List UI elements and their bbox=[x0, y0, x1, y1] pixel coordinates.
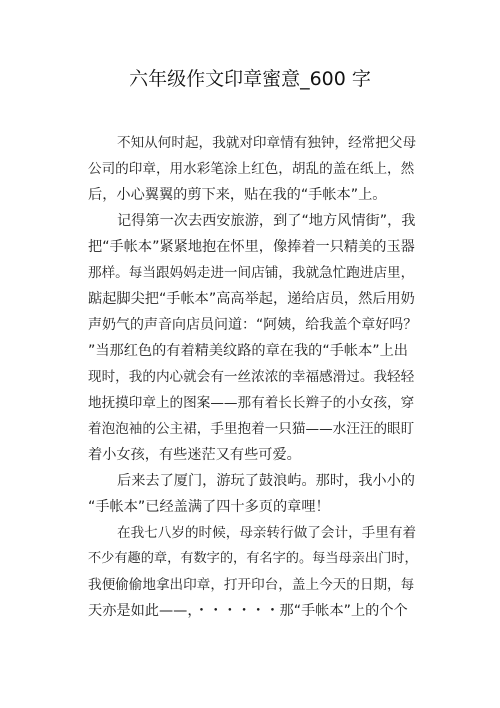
document-title: 六年级作文印章蜜意_600 字 bbox=[129, 68, 371, 90]
body-line: 公司的印章，用水彩笔涂上红色，胡乱的盖在纸上，然 bbox=[88, 161, 415, 177]
body-line: 不知从何时起，我就对印章情有独钟，经常把父母 bbox=[117, 135, 417, 151]
body-line: 天亦是如此——，・・・・・・那“手帐本”上的个个 bbox=[88, 603, 408, 619]
body-line: “手帐本”已经盖满了四十多页的章哩！ bbox=[88, 499, 330, 515]
body-line: 着小女孩，有些迷茫又有些可爱。 bbox=[88, 447, 301, 463]
body-line: ”当那红色的有着精美纹路的章在我的“手帐本”上出 bbox=[88, 343, 408, 359]
body-line: 我便偷偷地拿出印章，打开印台，盖上今天的日期，每 bbox=[88, 577, 415, 593]
body-line: 现时，我的内心就会有一丝浓浓的幸福感滑过。我轻轻 bbox=[88, 369, 415, 385]
body-line: 踮起脚尖把“手帐本”高高举起，递给店员，然后用奶 bbox=[88, 291, 415, 307]
body-line: 那样。每当跟妈妈走进一间店铺，我就急忙跑进店里， bbox=[88, 265, 415, 281]
body-line: 不少有趣的章，有数字的，有名字的。每当母亲出门时， bbox=[88, 551, 418, 566]
body-line: 声奶气的声音向店员问道：“阿姨，给我盖个章好吗？ bbox=[88, 317, 418, 333]
body-line: 地抚摸印章上的图案——那有着长长辫子的小女孩，穿 bbox=[88, 395, 415, 411]
body-line: 把“手帐本”紧紧地抱在怀里，像捧着一只精美的玉器 bbox=[88, 239, 415, 255]
body-line: 后，小心翼翼的剪下来，贴在我的“手帐本”上。 bbox=[88, 187, 387, 203]
body-line: 后来去了厦门，游玩了鼓浪屿。那时，我小小的 bbox=[117, 473, 415, 489]
body-line: 着泡泡袖的公主裙，手里抱着一只猫——水汪汪的眼盯 bbox=[88, 421, 415, 437]
body-line: 记得第一次去西安旅游，到了“地方风情街”，我 bbox=[117, 213, 416, 229]
body-line: 在我七八岁的时候，母亲转行做了会计，手里有着 bbox=[117, 525, 417, 541]
